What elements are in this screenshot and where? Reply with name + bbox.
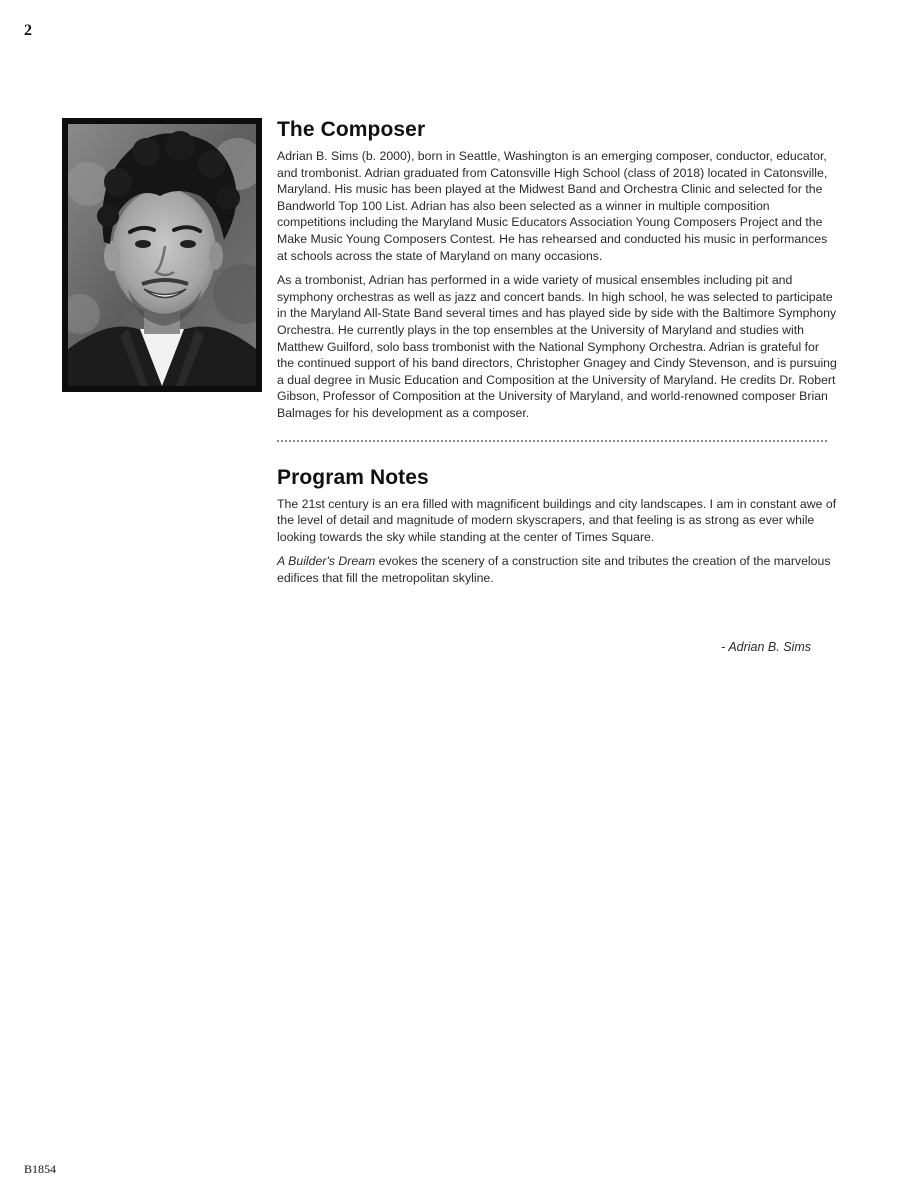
program-notes-section <box>277 466 837 655</box>
program-notes-paragraph-2-text: evokes the scenery of a construction site and tributes the creation of the marvelous edifices that fill the metropolitan skyline. <box>277 554 831 585</box>
catalog-code: B1854 <box>24 1162 57 1176</box>
composer-portrait-photo <box>62 118 262 392</box>
composer-portrait-icon <box>68 124 256 386</box>
composer-section <box>277 118 837 422</box>
composer-bio-paragraph-2: As a trombonist, Adrian has performed in a wide variety of musical ensembles including pit and symphony orchestras as well as jazz and concert bands. In high school, he was selected to participate in the Maryland All-State Band several times and has played side by side with the Baltimore Symphony Orchestra. He currently plays in the top ensembles at the University of Maryland and studies with Matthew Guilford, solo bass trombonist with the National Symphony Orchestra. Adrian is grateful for the continued support of his band directors, Christopher Gnagey and Cindy Stevenson, and is pursuing a dual degree in Music Education and Composition at the University of Maryland. He credits Dr. Robert Gibson, Professor of Composition at the University of Maryland, and world-renowned composer Brian Balmages for his development as a composer. <box>277 273 837 420</box>
program-notes-heading: Program Notes <box>277 465 429 489</box>
page-number: 2 <box>24 22 32 39</box>
content-column <box>277 118 837 654</box>
attribution-signature: - Adrian B. Sims <box>721 640 811 655</box>
program-notes-paragraph-1: The 21st century is an era filled with magnificent buildings and city landscapes. I am in constant awe of the level of detail and magnitude of modern skyscrapers, and that feeling is as strong as ever while looking towards the sky while standing at the center of Times Square. <box>277 496 837 544</box>
composer-bio-paragraph-1: Adrian B. Sims (b. 2000), born in Seattle, Washington is an emerging composer, conductor, educator, and trombonist. Adrian graduated from Catonsville High School (class of 2018) located in Catonsville, Maryland. His music has been played at the Midwest Band and Orchestra Clinic and selected for the Bandworld Top 100 List. Adrian has also been selected as a winner in multiple composition competitions including the Maryland Music Educators Association Young Composers Project and the Make Music Young Composers Contest. He has rehearsed and conducted his music in performances at schools across the state of Maryland on many occasions. <box>277 149 828 263</box>
composer-heading: The Composer <box>277 118 426 141</box>
program-notes-paragraph-2 <box>277 553 837 586</box>
dotted-divider <box>277 440 827 442</box>
work-title: A Builder's Dream <box>277 554 376 569</box>
